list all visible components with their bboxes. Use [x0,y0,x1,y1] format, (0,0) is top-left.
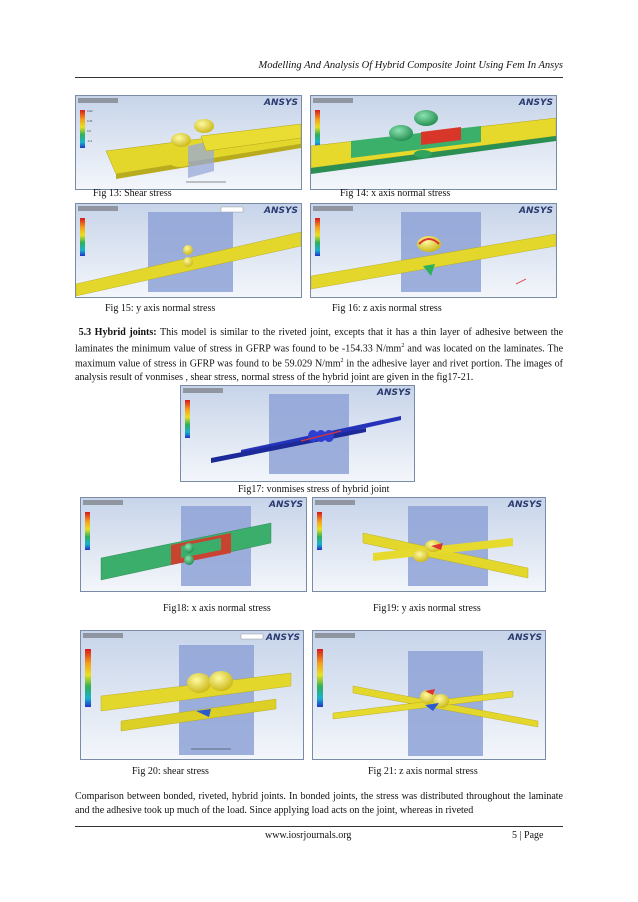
svg-text:-0.4: -0.4 [87,140,92,143]
figure-17-image [180,385,415,482]
figure-16-caption: Fig 16: z axis normal stress [332,303,442,314]
section-heading: 5.3 Hybrid joints: [78,327,157,338]
figure-14-image [310,95,557,190]
figure-15-image [75,203,302,298]
figure-20-image [80,630,304,760]
section-5-3-paragraph: 5.3 Hybrid joints: This model is similar to the riveted joint, excepts that it has a thin layer of adhesive between the laminates the minimum value of stress in GFRP was found to be -154.33 $N/mm^2$ and was located on the laminates. The maximum value of stress in GFRP was found to be 59.029 $N/mm^2$ in the adhesive layer and rivet portion. The images of analysis result of vonmises , shear stress, normal stress of the hybrid joint are given in the fig17-21. [75,327,564,384]
figure-17-caption: Fig17: vonmises stress of hybrid joint [238,484,390,495]
ansys-logo: ANSYS [264,206,298,216]
svg-text:0.62: 0.62 [87,110,93,113]
footer-rule [75,826,563,827]
ansys-logo: ANSYS [519,98,553,108]
figure-16-image [310,203,557,298]
figure-21-image [312,630,546,760]
figure-14-caption: Fig 14: x axis normal stress [340,188,451,199]
figure-18-caption: Fig18: x axis normal stress [163,603,271,614]
figure-19-caption: Fig19: y axis normal stress [373,603,481,614]
svg-text:0.0: 0.0 [87,130,91,133]
figure-13-image [75,95,302,190]
ansys-logo: ANSYS [519,206,553,216]
ansys-logo: ANSYS [264,98,298,108]
ansys-logo: ANSYS [377,388,411,398]
footer-page: 5 | Page [512,830,544,841]
ansys-logo: ANSYS [266,633,300,643]
figure-20-caption: Fig 20: shear stress [132,766,209,777]
figure-13-caption: Fig 13: Shear stress [93,188,172,199]
figure-15-caption: Fig 15: y axis normal stress [105,303,216,314]
ansys-logo: ANSYS [508,500,542,510]
figure-19-image [312,497,546,592]
ansys-logo: ANSYS [269,500,303,510]
ansys-logo: ANSYS [508,633,542,643]
svg-text:0.31: 0.31 [87,120,93,123]
running-header: Modelling And Analysis Of Hybrid Composite Joint Using Fem In Ansys [258,60,563,71]
footer-site: www.iosrjournals.org [265,830,352,841]
comparison-paragraph: Comparison between bonded, riveted, hybrid joints. In bonded joints, the stress was distributed throughout the laminate and the adhesive took up much of the load. Since applying load acts on the joint, whereas in riveted [75,791,563,816]
figure-18-image [80,497,307,592]
figure-21-caption: Fig 21: z axis normal stress [368,766,478,777]
header-rule [75,77,563,78]
